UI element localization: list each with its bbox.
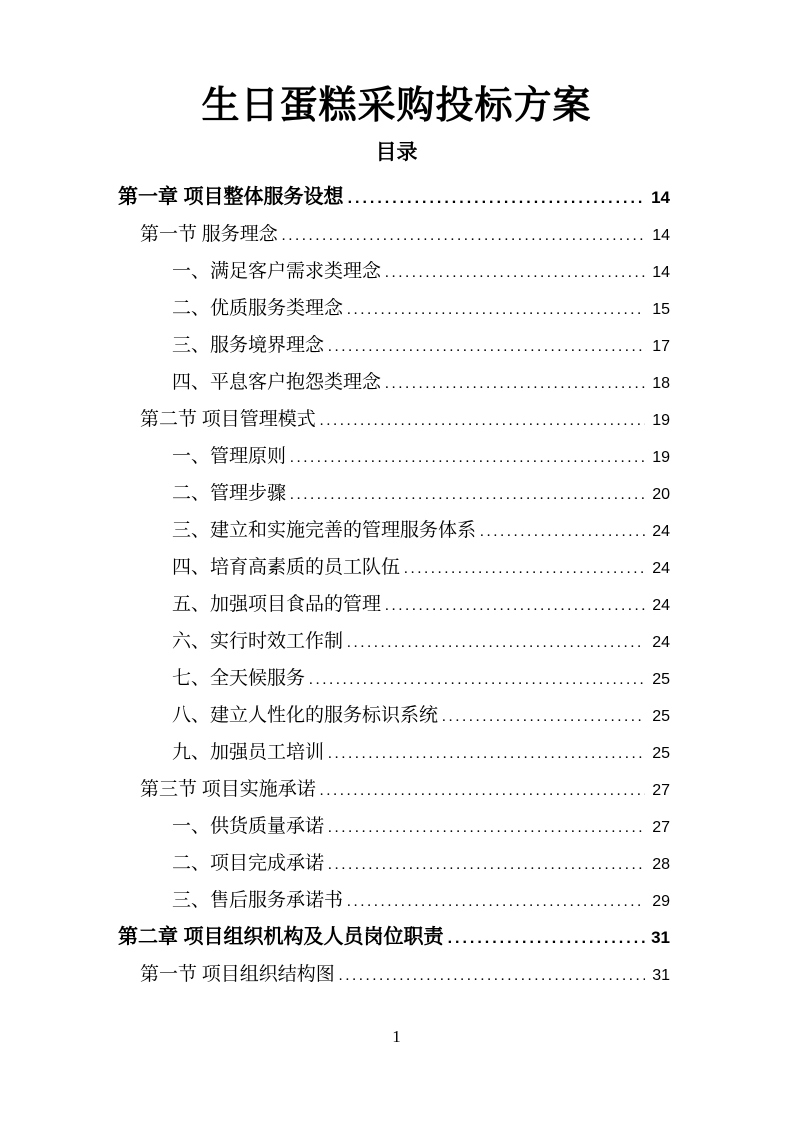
- toc-entry: [0, 438, 670, 475]
- toc-entry-title: 三、建立和实施完善的管理服务体系: [172, 520, 477, 541]
- dot-leader: [339, 958, 645, 995]
- dot-leader: [442, 699, 645, 736]
- dot-leader: [328, 329, 645, 366]
- toc-entry-title: 二、优质服务类理念: [172, 298, 344, 319]
- dot-leader: [348, 180, 645, 217]
- toc-entry: [0, 771, 670, 808]
- dot-leader: [320, 403, 645, 440]
- dot-leader: [385, 588, 645, 625]
- toc-entry-title: 一、管理原则: [172, 446, 287, 467]
- toc-entry-title: 第二节 项目管理模式: [140, 409, 316, 430]
- toc-entry-title: 第一节 项目组织结构图: [140, 964, 335, 985]
- toc-entry-title: 五、加强项目食品的管理: [172, 594, 382, 615]
- toc-entry-page: 27: [652, 782, 670, 799]
- toc-list: [0, 179, 670, 993]
- toc-entry-page: 19: [652, 449, 670, 466]
- toc-entry: [0, 623, 670, 660]
- dot-leader: [347, 884, 645, 921]
- toc-entry: [0, 401, 670, 438]
- toc-entry: [0, 216, 670, 253]
- toc-entry-page: 18: [652, 375, 670, 392]
- toc-entry: [0, 475, 670, 512]
- toc-entry: [0, 586, 670, 623]
- toc-entry-page: 24: [652, 560, 670, 577]
- toc-entry-title: 三、服务境界理念: [172, 335, 325, 356]
- toc-entry-page: 20: [652, 486, 670, 503]
- toc-entry-page: 25: [652, 708, 670, 725]
- toc-entry-title: 四、培育高素质的员工队伍: [172, 557, 401, 578]
- toc-entry-page: 14: [651, 188, 670, 207]
- dot-leader: [347, 625, 645, 662]
- dot-leader: [282, 218, 645, 255]
- toc-entry: [0, 290, 670, 327]
- toc-entry-title: 第三节 项目实施承诺: [140, 779, 316, 800]
- dot-leader: [404, 551, 645, 588]
- toc-entry-title: 七、全天候服务: [172, 668, 306, 689]
- toc-entry-title: 二、管理步骤: [172, 483, 287, 504]
- toc-entry: [0, 364, 670, 401]
- dot-leader: [309, 662, 645, 699]
- toc-entry-page: 14: [652, 264, 670, 281]
- toc-entry-page: 19: [652, 412, 670, 429]
- toc-entry-page: 15: [652, 301, 670, 318]
- dot-leader: [448, 920, 645, 957]
- toc-entry: [0, 327, 670, 364]
- toc-entry-title: 第二章 项目组织机构及人员岗位职责: [118, 926, 444, 948]
- toc-entry: [0, 512, 670, 549]
- dot-leader: [328, 810, 645, 847]
- toc-entry-title: 四、平息客户抱怨类理念: [172, 372, 382, 393]
- toc-entry-page: 27: [652, 819, 670, 836]
- toc-entry-title: 一、供货质量承诺: [172, 816, 325, 837]
- footer-page-number: 1: [392, 1027, 401, 1046]
- toc-entry-page: 28: [652, 856, 670, 873]
- toc-entry-page: 24: [652, 597, 670, 614]
- toc-entry-page: 24: [652, 634, 670, 651]
- toc-entry-title: 六、实行时效工作制: [172, 631, 344, 652]
- toc-entry-page: 29: [652, 893, 670, 910]
- dot-leader: [328, 736, 645, 773]
- toc-entry-title: 九、加强员工培训: [172, 742, 325, 763]
- dot-leader: [385, 366, 645, 403]
- toc-entry: [0, 697, 670, 734]
- toc-entry: [0, 734, 670, 771]
- toc-entry: [0, 956, 670, 993]
- toc-entry: [0, 253, 670, 290]
- toc-entry-page: 31: [652, 967, 670, 984]
- toc-entry: [0, 882, 670, 919]
- toc-entry-title: 三、售后服务承诺书: [172, 890, 344, 911]
- toc-entry-title: 第一章 项目整体服务设想: [118, 186, 344, 208]
- dot-leader: [328, 847, 645, 884]
- dot-leader: [290, 440, 645, 477]
- toc-entry-page: 24: [652, 523, 670, 540]
- toc-entry: [0, 845, 670, 882]
- toc-entry-page: 25: [652, 671, 670, 688]
- toc-entry: [0, 919, 670, 956]
- document-title: 生日蛋糕采购投标方案: [201, 85, 592, 127]
- toc-entry-title: 第一节 服务理念: [140, 224, 278, 245]
- toc-entry: [0, 660, 670, 697]
- dot-leader: [385, 255, 645, 292]
- toc-entry-page: 25: [652, 745, 670, 762]
- toc-entry: [0, 179, 670, 216]
- toc-entry-title: 一、满足客户需求类理念: [172, 261, 382, 282]
- toc-entry: [0, 549, 670, 586]
- toc-entry-title: 八、建立人性化的服务标识系统: [172, 705, 439, 726]
- dot-leader: [480, 514, 645, 551]
- toc-entry: [0, 808, 670, 845]
- toc-entry-page: 31: [651, 928, 670, 947]
- toc-entry-title: 二、项目完成承诺: [172, 853, 325, 874]
- dot-leader: [320, 773, 645, 810]
- toc-entry-page: 14: [652, 227, 670, 244]
- dot-leader: [347, 292, 645, 329]
- toc-heading: 目录: [375, 141, 418, 164]
- dot-leader: [290, 477, 645, 514]
- toc-entry-page: 17: [652, 338, 670, 355]
